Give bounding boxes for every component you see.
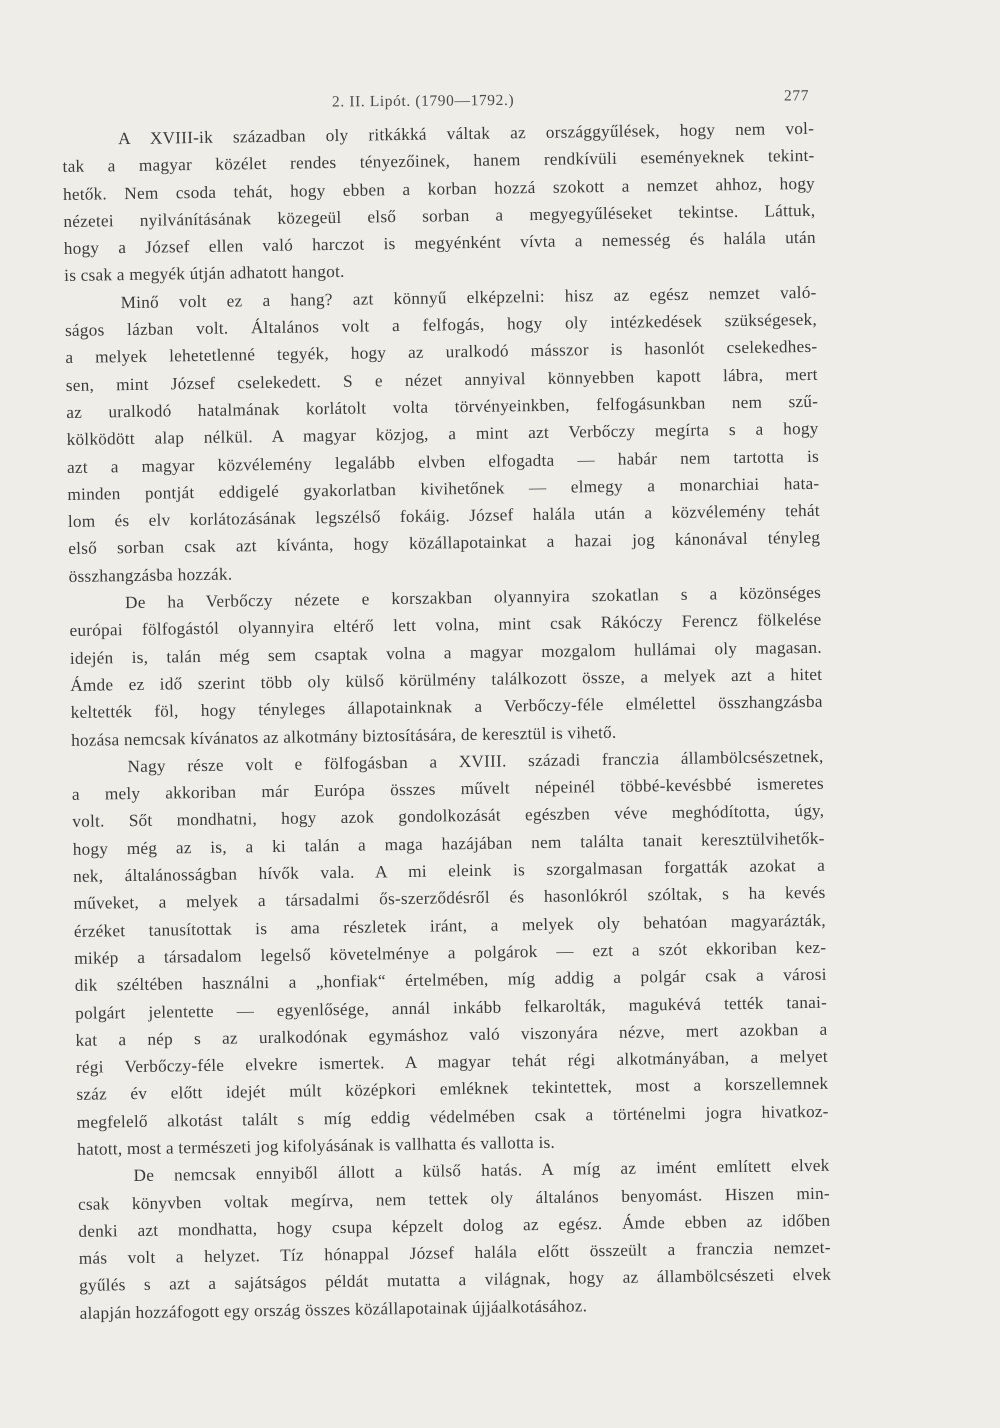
text-line: megfelelő alkotást talált s míg eddig védelmében csak a történelmi jogra hivatkoz-: [76, 1101, 829, 1132]
text-line: érzéket tanusítottak is ama részletek iránt, a melyek oly behatóan magyarázták,: [73, 910, 827, 941]
text-line: első sorban csak azt kívánta, hogy közállapotainkat a hazai jog kánonával tényleg: [68, 528, 821, 559]
text-line: sen, mint József cselekedett. S e nézet annyival könnyebben kapott lábra, mert: [65, 364, 818, 395]
text-line: hogy még az is, a ki talán a maga hazájában nem találta tanait keresztülvihetők-: [72, 828, 825, 859]
text-line: volt. Sőt mondhatni, hogy azok gondolkozását egészben véve meghódította, úgy,: [72, 801, 825, 832]
text-line: hetők. Nem csoda tehát, hogy ebben a korban hozzá szokott a nemzet ahhoz, hogy: [62, 173, 816, 204]
paragraph: [69, 579, 823, 754]
paragraph: [62, 115, 816, 290]
text-line: De nemcsak ennyiből állott a külső hatás. A míg az imént említett elvek: [133, 1156, 830, 1186]
page-number: 277: [783, 87, 810, 105]
text-line: lom és elv korlátozásának legszélső fokáig. József halála után a közvélemény tehát: [67, 500, 820, 532]
text-line: polgárt jelentette — egyenlősége, annál inkább felkarolták, magukévá tették tanai-: [75, 992, 828, 1023]
text-line: műveket, a melyek a társadalmi ős-szerződésről és hasonlókról szóltak, s ha kevés: [73, 883, 826, 914]
text-line: hozása nemcsak kívánatos az alkotmány biztosítására, de keresztül is vihető.: [70, 722, 617, 750]
text-line: nek, általánosságban hívők vala. A mi eleink is szorgalmasan forgatták azokat a: [72, 855, 826, 886]
paragraph: [64, 279, 820, 590]
text-line: Minő volt ez a hang? azt könnyű elképzelni: hisz az egész nemzet való-: [120, 282, 817, 312]
text-line: keltették föl, hogy tényleges állapotainknak a Verbőczy-féle elmélettel összhangzásba: [70, 692, 823, 723]
text-line: mikép a társadalom legelső követelménye a polgárok — ezt a szót ekkoriban kez-: [74, 937, 827, 968]
text-line: kat a nép s az uralkodónak egymáshoz való viszonyára nézve, mert azokban a: [75, 1019, 828, 1050]
running-head: [0, 82, 1000, 119]
text-line: összhangzásba hozzák.: [68, 564, 233, 586]
text-line: az uralkodó hatalmának korlátolt volta törvényeinkben, felfogásunkban nem szű-: [66, 391, 819, 422]
text-line: más volt a helyzet. Tíz hónappal József halála előtt összeült a franczia nemzet-: [78, 1237, 831, 1269]
text-line: csak könyvben voltak megírva, nem tettek oly általános benyomást. Hiszen min-: [77, 1183, 831, 1214]
text-line: Nagy része volt e fölfogásban a XVIII. századi franczia állambölcsészetnek,: [127, 746, 824, 776]
text-line: hatott, most a természeti jog kifolyásának is vallhatta és vallotta is.: [77, 1132, 556, 1159]
text-line: gyűlés s azt a sajátságos példát mutatta a világnak, hogy az állambölcsészeti elvek: [79, 1265, 832, 1296]
text-line: európai fölfogástól olyannyira eltérő lett volna, mint csak Rákóczy Ferencz fölkelése: [69, 610, 822, 641]
body-text: [62, 115, 832, 1327]
text-line: a mely akkoriban már Európa összes művelt népeinél többé-kevésbbé ismeretes: [71, 773, 824, 805]
text-line: denki azt mondhatta, hogy csupa képzelt dolog az egész. Ámde ebben az időben: [78, 1210, 831, 1241]
text-line: a melyek lehetetlenné tegyék, hogy az uralkodó másszor is hasonlót cselekedhes-: [65, 337, 818, 368]
text-line: Ámde ez idő szerint több oly külső körülmény találkozott össze, a melyek azt a hitet: [70, 664, 823, 695]
paragraph: [71, 743, 829, 1164]
text-line: De ha Verbőczy nézete e korszakban olyannyira szokatlan s a közönséges: [124, 582, 822, 613]
text-line: nézetei nyilvánításának közegeül első sorban a megyegyűléseket tekintse. Láttuk,: [63, 200, 816, 231]
text-line: tak a magyar közélet rendes tényezőinek, hanem rendkívüli eseményeknek tekint-: [62, 146, 815, 177]
text-line: régi Verbőczy-féle elvekre ismertek. A magyar tehát régi alkotmányában, a melyet: [75, 1046, 829, 1077]
text-line: azt a magyar közvélemény legalább elvben elfogadta — habár nem tartotta is: [66, 446, 820, 477]
text-line: idején is, talán még sem csaptak volna a magyar mozgalom hullámai oly magasan.: [69, 637, 822, 668]
text-line: alapján hozzáfogott egy ország összes közállapotainak újjáalkotásához.: [79, 1296, 588, 1323]
text-line: kölködött alap nélkül. A magyar közjog, a mint azt Verbőczy megírta s a hogy: [66, 419, 819, 450]
paragraph: [77, 1152, 831, 1327]
text-line: száz év előtt idejét múlt középkori emléknek tekintettek, most a korszellemnek: [76, 1074, 829, 1105]
text-line: A XVIII-ik században oly ritkákká váltak az országgyűlések, hogy nem vol-: [118, 118, 815, 149]
text-line: is csak a megyék útján adhatott hangot.: [64, 262, 345, 286]
text-line: ságos lázban volt. Általános volt a felfogás, hogy oly intézkedések szükségesek,: [64, 309, 818, 341]
running-title: 2. II. Lipót. (1790—1792.): [331, 91, 515, 111]
text-line: dik széltében használni a „honfiak“ értelmében, míg addig a polgár csak a városi: [74, 964, 827, 996]
text-line: minden pontját eddigelé gyakorlatban kivihetőnek — elmegy a monarchiai hata-: [67, 473, 820, 504]
text-line: hogy a József ellen való harczot is megyénként vívta a nemesség és halála után: [63, 228, 816, 259]
